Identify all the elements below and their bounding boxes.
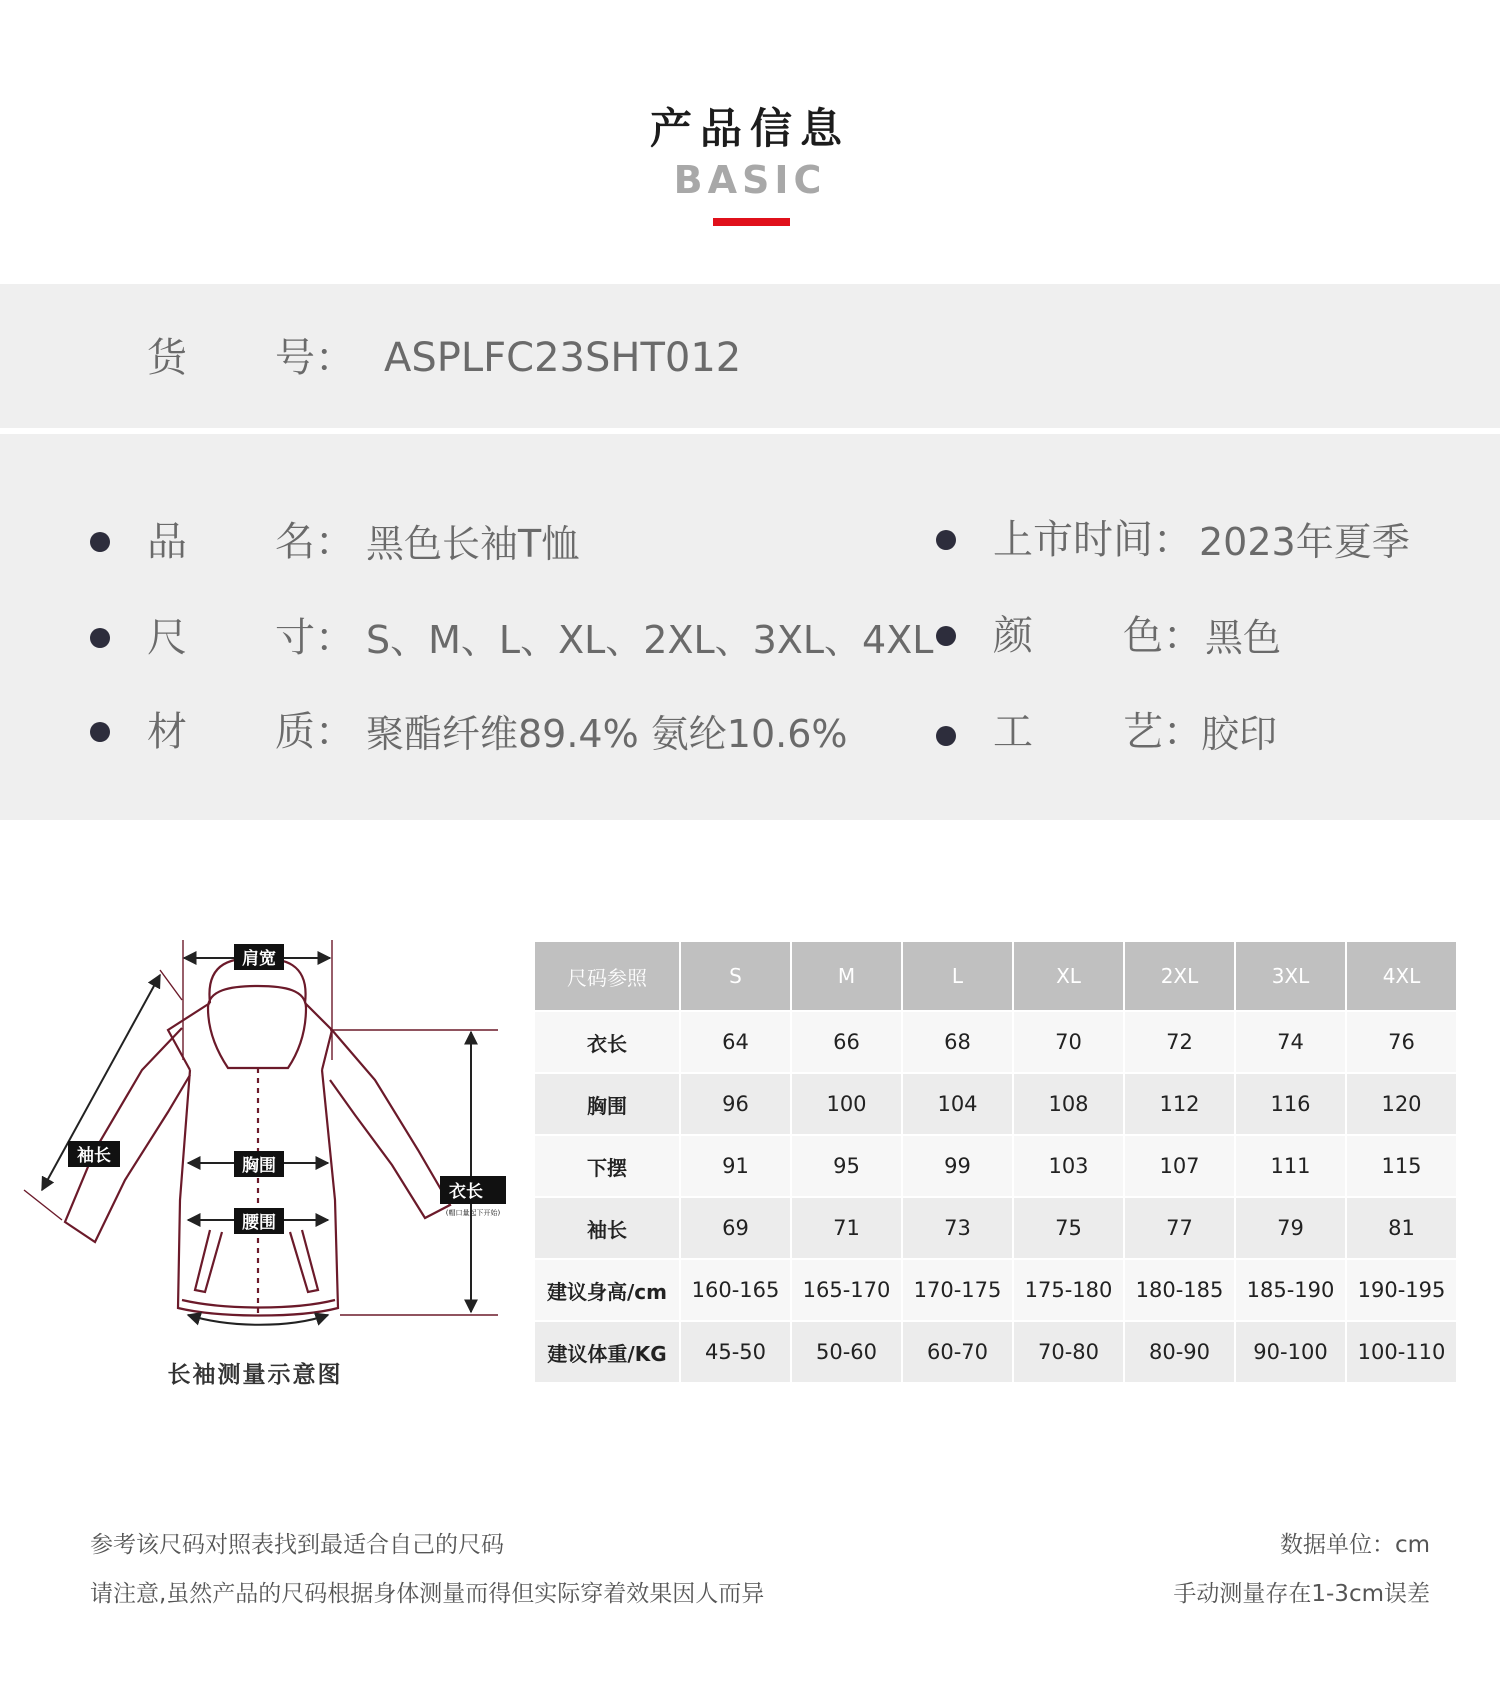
release-label: 上市时间：: [993, 517, 1193, 563]
release-value: 2023年夏季: [1199, 520, 1410, 564]
table-cell: 108: [1014, 1074, 1123, 1134]
sku-label-a: 货: [147, 335, 187, 381]
header-cell: XL: [1014, 942, 1123, 1010]
bullet-icon: [90, 628, 110, 648]
sku-label-b: 号：: [275, 335, 355, 381]
table-cell: 175-180: [1014, 1260, 1123, 1320]
table-cell: 73: [903, 1198, 1012, 1258]
row-label: 胸围: [535, 1074, 679, 1134]
table-cell: 180-185: [1125, 1260, 1234, 1320]
row-label: 袖长: [535, 1198, 679, 1258]
header-cell: 2XL: [1125, 942, 1234, 1010]
table-cell: 72: [1125, 1012, 1234, 1072]
table-cell: 69: [681, 1198, 790, 1258]
length-note: (帽口量起下开始): [445, 1209, 501, 1217]
header-cell: 3XL: [1236, 942, 1345, 1010]
bullet-icon: [936, 530, 956, 550]
table-cell: 70-80: [1014, 1322, 1123, 1382]
size-label-b: 寸：: [275, 615, 355, 661]
table-cell: 103: [1014, 1136, 1123, 1196]
table-cell: 115: [1347, 1136, 1456, 1196]
note-right-1: 数据单位：cm: [1279, 1532, 1430, 1558]
header-cell: 4XL: [1347, 942, 1456, 1010]
table-cell: 100: [792, 1074, 901, 1134]
table-cell: 74: [1236, 1012, 1345, 1072]
table-cell: 165-170: [792, 1260, 901, 1320]
chest-label: 胸围: [242, 1156, 276, 1176]
jacket-outline: [65, 958, 450, 1318]
table-header: [535, 942, 1456, 1010]
size-value: S、M、L、XL、2XL、3XL、4XL: [366, 618, 934, 662]
size-table: [533, 940, 1458, 1384]
row-label: 建议身高/cm: [535, 1260, 679, 1320]
table-cell: 90-100: [1236, 1322, 1345, 1382]
color-label-b: 色：: [1123, 613, 1203, 659]
table-cell: 80-90: [1125, 1322, 1234, 1382]
table-cell: 100-110: [1347, 1322, 1456, 1382]
header-cell: 尺码参照: [535, 942, 679, 1010]
table-cell: 75: [1014, 1198, 1123, 1258]
note-left-1: 参考该尺码对照表找到最适合自己的尺码: [90, 1532, 504, 1558]
table-cell: 95: [792, 1136, 901, 1196]
table-row: [535, 1322, 1456, 1382]
craft-label-a: 工: [993, 709, 1033, 755]
bullet-icon: [936, 626, 956, 646]
table-cell: 96: [681, 1074, 790, 1134]
header-cell: S: [681, 942, 790, 1010]
bullet-icon: [90, 722, 110, 742]
table-cell: 50-60: [792, 1322, 901, 1382]
table-cell: 160-165: [681, 1260, 790, 1320]
waist-label: 腰围: [242, 1213, 276, 1233]
title-accent-bar: [713, 218, 790, 226]
craft-value: 胶印: [1201, 712, 1278, 756]
row-label: 建议体重/KG: [535, 1322, 679, 1382]
shoulder-label: 肩宽: [242, 949, 276, 969]
table-cell: 107: [1125, 1136, 1234, 1196]
note-left-2: 请注意,虽然产品的尺码根据身体测量而得但实际穿着效果因人而异: [90, 1581, 765, 1607]
table-row: [535, 1136, 1456, 1196]
material-label-b: 质：: [275, 709, 355, 755]
sleeve-label: 袖长: [77, 1146, 111, 1166]
table-cell: 60-70: [903, 1322, 1012, 1382]
name-label-a: 品: [147, 519, 187, 565]
sku-panel: [0, 284, 1500, 428]
table-cell: 170-175: [903, 1260, 1012, 1320]
table-row: [535, 1012, 1456, 1072]
craft-label-b: 艺：: [1123, 709, 1203, 755]
diagram-caption: 长袖测量示意图: [167, 1362, 343, 1388]
table-cell: 116: [1236, 1074, 1345, 1134]
table-cell: 190-195: [1347, 1260, 1456, 1320]
table-row: [535, 1260, 1456, 1320]
table-row: [535, 1074, 1456, 1134]
table-cell: 68: [903, 1012, 1012, 1072]
name-label-b: 名：: [275, 519, 355, 565]
table-cell: 99: [903, 1136, 1012, 1196]
table-cell: 104: [903, 1074, 1012, 1134]
table-row: [535, 1198, 1456, 1258]
table-cell: 185-190: [1236, 1260, 1345, 1320]
jacket-diagram: [0, 900, 520, 1350]
header-cell: M: [792, 942, 901, 1010]
table-cell: 45-50: [681, 1322, 790, 1382]
row-label: 衣长: [535, 1012, 679, 1072]
note-right-2: 手动测量存在1-3cm误差: [1173, 1581, 1430, 1607]
size-label-a: 尺: [147, 615, 187, 661]
color-value: 黑色: [1205, 616, 1282, 660]
color-label-a: 颜: [993, 613, 1033, 659]
table-cell: 76: [1347, 1012, 1456, 1072]
bullet-icon: [936, 726, 956, 746]
table-cell: 64: [681, 1012, 790, 1072]
table-cell: 79: [1236, 1198, 1345, 1258]
table-cell: 111: [1236, 1136, 1345, 1196]
material-label-a: 材: [147, 709, 187, 755]
section-subtitle: BASIC: [673, 158, 827, 202]
table-cell: 71: [792, 1198, 901, 1258]
table-cell: 77: [1125, 1198, 1234, 1258]
table-cell: 120: [1347, 1074, 1456, 1134]
table-cell: 66: [792, 1012, 901, 1072]
section-title: 产品信息: [649, 104, 850, 153]
length-label: 衣长: [449, 1182, 483, 1202]
table-cell: 70: [1014, 1012, 1123, 1072]
table-cell: 81: [1347, 1198, 1456, 1258]
material-value: 聚酯纤维89.4% 氨纶10.6%: [366, 712, 848, 756]
sku-value: ASPLFC23SHT012: [384, 335, 742, 381]
bullet-icon: [90, 532, 110, 552]
row-label: 下摆: [535, 1136, 679, 1196]
table-cell: 112: [1125, 1074, 1234, 1134]
table-cell: 91: [681, 1136, 790, 1196]
name-value: 黑色长袖T恤: [366, 522, 580, 566]
header-cell: L: [903, 942, 1012, 1010]
